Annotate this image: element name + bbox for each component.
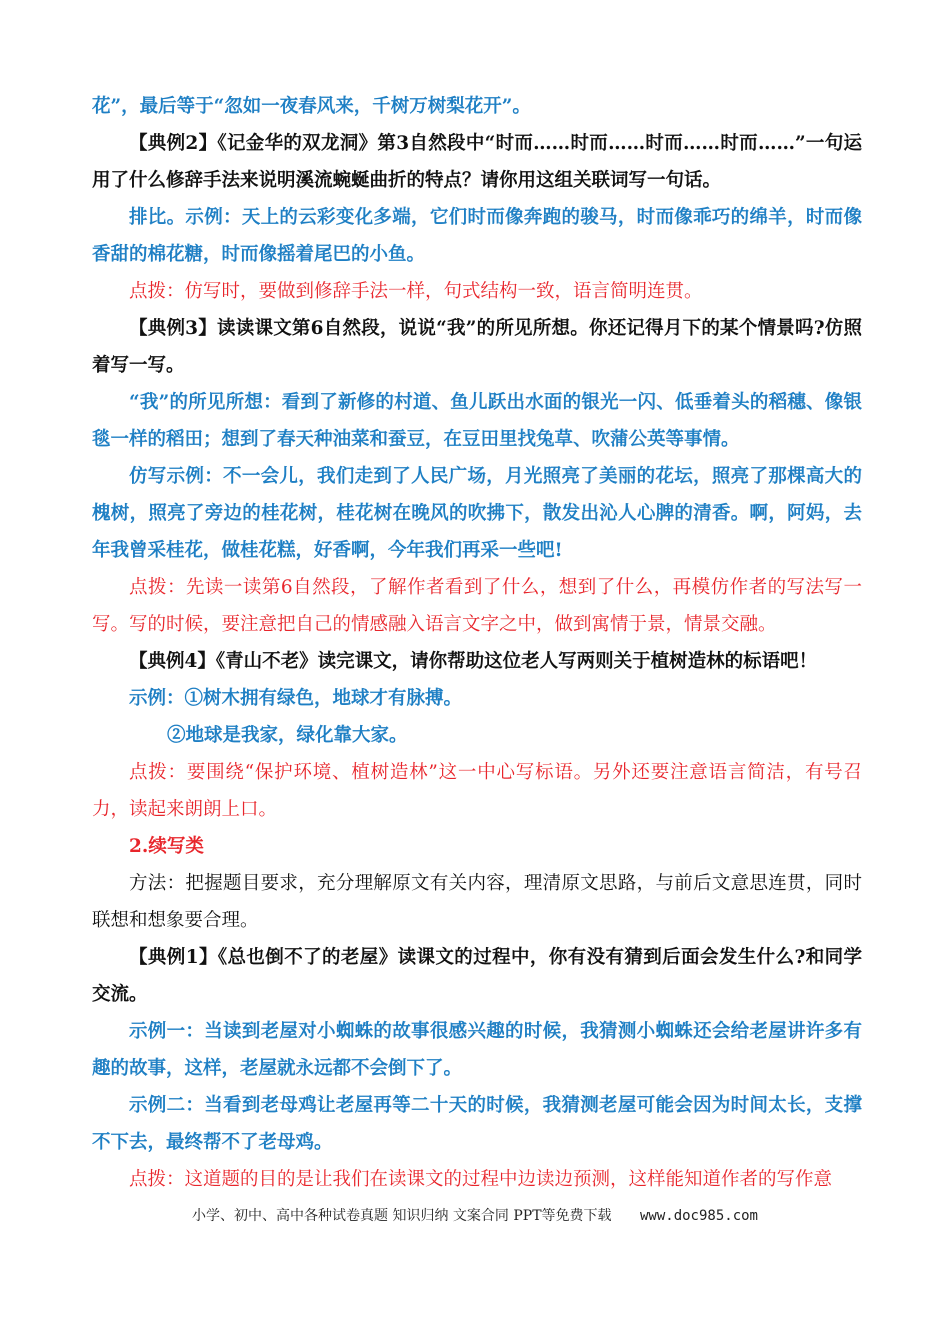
- example-2-answer: 排比。示例：天上的云彩变化多端，它们时而像奔跑的骏马，时而像乖巧的绵羊，时而像香甜的棉花糖，时而像摇着尾巴的小鱼。: [92, 207, 862, 265]
- example-4-answer-1: 示例：①树木拥有绿色，地球才有脉搏。: [129, 688, 463, 709]
- continuation-tip: 点拨：这道题的目的是让我们在读课文的过程中边读边预测，这样能知道作者的写作意: [129, 1169, 833, 1190]
- example-3-question: 【典例3】读读课文第6自然段，说说“我”的所见所想。你还记得月下的某个情景吗?仿照着写一写。: [92, 318, 862, 376]
- example-3-answer: “我”的所见所想：看到了新修的村道、鱼儿跃出水面的银光一闪、低垂着头的稻穗、像银毯一样的稻田；想到了春天种油菜和蚕豆，在豆田里找兔草、吹蒲公英等事情。: [92, 392, 862, 450]
- example-4-answer-2: ②地球是我家，绿化靠大家。: [167, 725, 408, 746]
- continuation-sample-1: 示例一：当读到老屋对小蜘蛛的故事很感兴趣的时候，我猜测小蜘蛛还会给老屋讲许多有趣的故事，这样，老屋就永远都不会倒下了。: [92, 1021, 862, 1079]
- example-4-question: 【典例4】《青山不老》读完课文，请你帮助这位老人写两则关于植树造林的标语吧！: [129, 651, 818, 672]
- example-4-tip: 点拨：要围绕“保护环境、植树造林”这一中心写标语。另外还要注意语言简洁，有号召力，读起来朗朗上口。: [92, 762, 862, 820]
- example-3-sample: 仿写示例：不一会儿，我们走到了人民广场，月光照亮了美丽的花坛，照亮了那棵高大的槐树，照亮了旁边的桂花树，桂花树在晚风的吹拂下，散发出沁人心脾的清香。啊，阿妈，去年我曾采桂花，做桂花糕，好香啊，今年我们再采一些吧!: [92, 466, 862, 561]
- continuation-sample-2: 示例二：当看到老母鸡让老屋再等二十天的时候，我猜测老屋可能会因为时间太长，支撑不下去，最终帮不了老母鸡。: [92, 1095, 862, 1153]
- page-footer: [0, 1205, 950, 1225]
- footer-text: 小学、初中、高中各种试卷真题 知识归纳 文案合同 PPT等免费下载: [192, 1208, 612, 1224]
- example-3-tip: 点拨：先读一读第6自然段，了解作者看到了什么，想到了什么，再模仿作者的写法写一写。写的时候，要注意把自己的情感融入语言文字之中，做到寓情于景，情景交融。: [92, 577, 862, 635]
- continuation-example-1-question: 【典例1】《总也倒不了的老屋》读课文的过程中，你有没有猜到后面会发生什么?和同学交流。: [92, 947, 862, 1005]
- method-text: 方法：把握题目要求，充分理解原文有关内容，理清原文思路，与前后文意思连贯，同时联想和想象要合理。: [92, 873, 862, 931]
- example-2-question: 【典例2】《记金华的双龙洞》第3自然段中“时而……时而……时而……时而……”一句运用了什么修辞手法来说明溪流蜿蜒曲折的特点？请你用这组关联词写一句话。: [92, 133, 862, 191]
- section-heading: 2.续写类: [129, 836, 204, 857]
- footer-url[interactable]: www.doc985.com: [639, 1208, 758, 1224]
- example-2-tip: 点拨：仿写时，要做到修辞手法一样，句式结构一致，语言简明连贯。: [129, 281, 703, 302]
- answer-continuation: 花”，最后等于“忽如一夜春风来，千树万树梨花开”。: [92, 96, 531, 117]
